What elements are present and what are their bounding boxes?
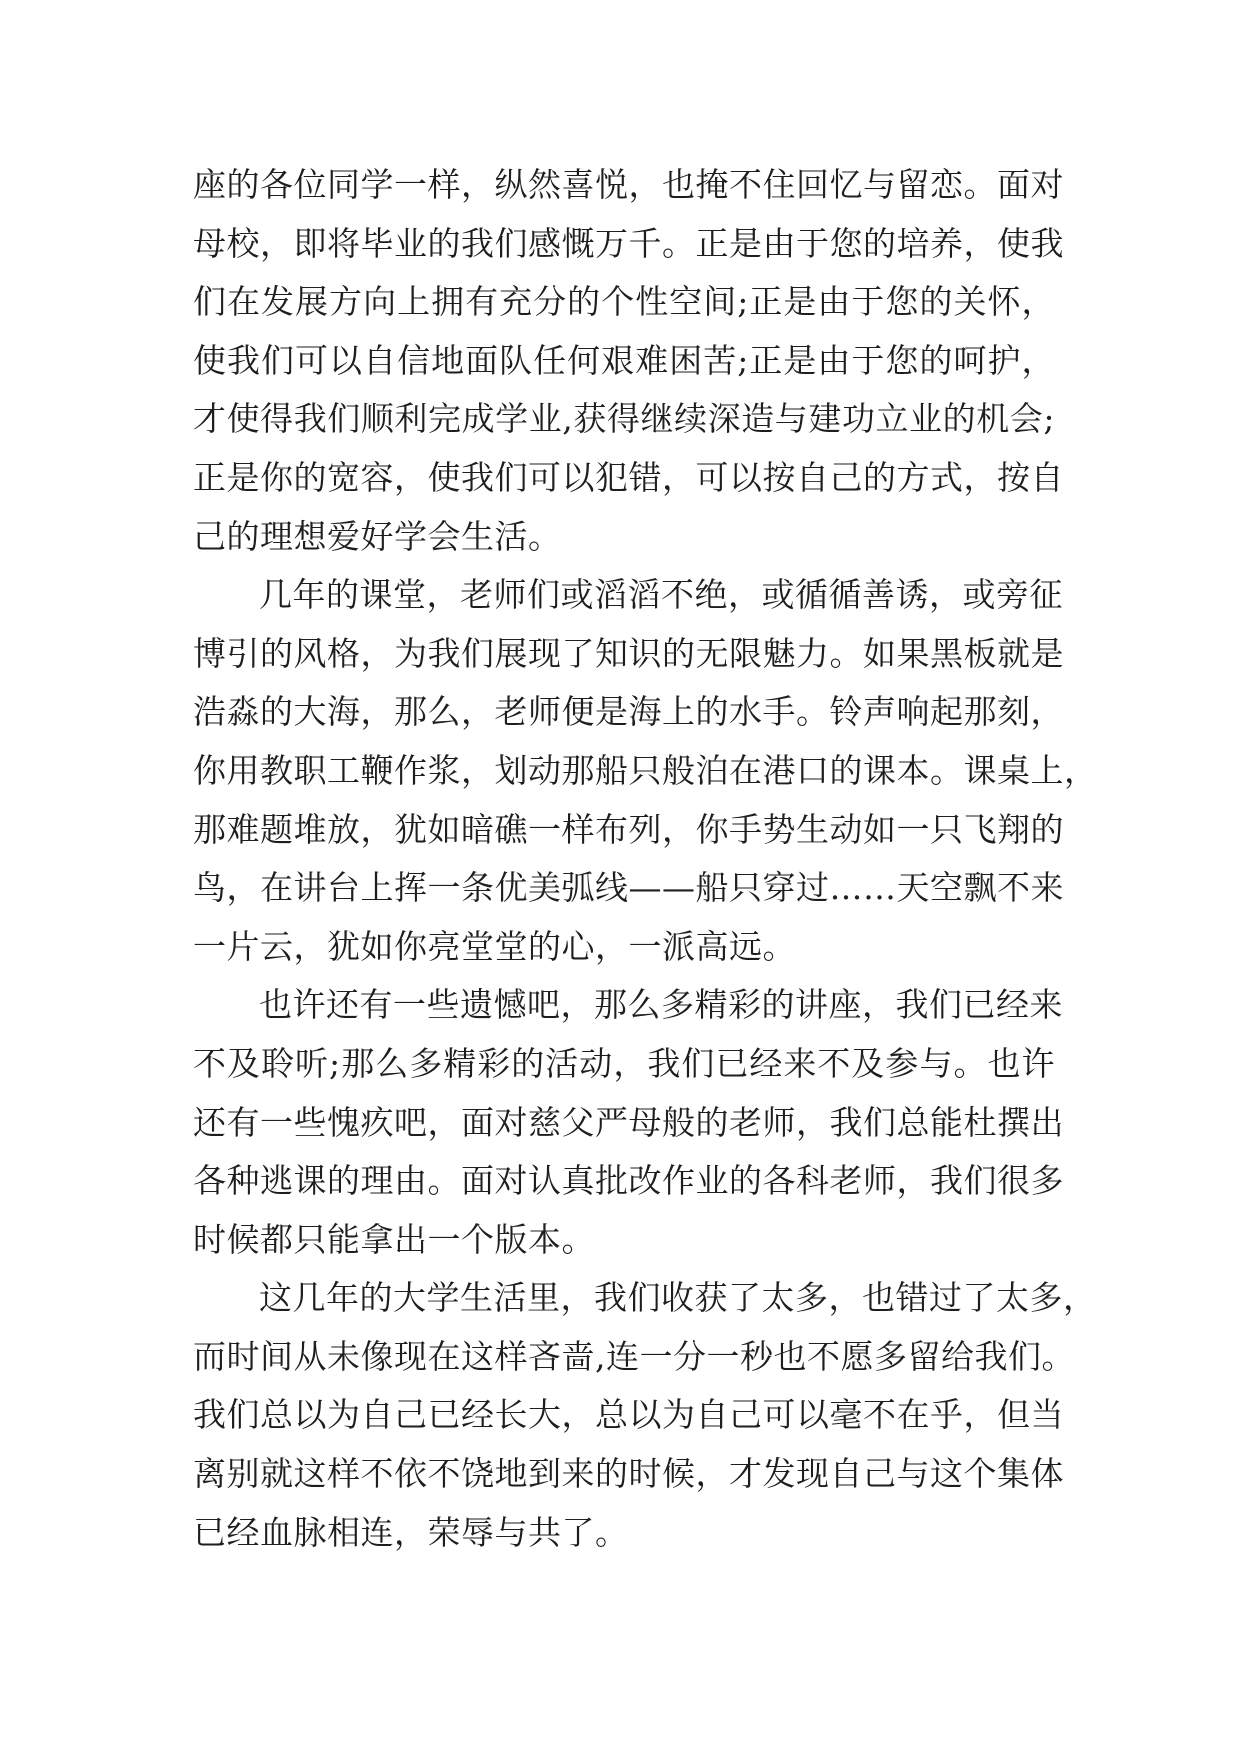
text-line: 正是你的宽容，使我们可以犯错，可以按自己的方式，按自	[193, 457, 1064, 497]
paragraph	[193, 566, 1098, 976]
text-line: 己的理想爱好学会生活。	[193, 516, 562, 556]
paragraph	[193, 1269, 1097, 1562]
text-line: 使我们可以自信地面队任何艰难困苦;正是由于您的呵护，	[193, 340, 1055, 380]
text-line: 这几年的大学生活里，我们收获了太多，也错过了太多，	[259, 1278, 1097, 1318]
paragraph	[193, 976, 1064, 1269]
text-line: 时候都只能拿出一个版本。	[193, 1219, 595, 1259]
text-line: 已经血脉相连，荣辱与共了。	[193, 1512, 629, 1552]
text-line: 不及聆听;那么多精彩的活动，我们已经来不及参与。也许	[193, 1043, 1055, 1083]
text-line: 各种逃课的理由。面对认真批改作业的各科老师，我们很多	[193, 1161, 1064, 1201]
text-line: 你用教职工鞭作浆，划动那船只般泊在港口的课本。课桌上，	[193, 750, 1098, 790]
text-line: 也许还有一些遗憾吧，那么多精彩的讲座，我们已经来	[259, 985, 1063, 1025]
text-line: 离别就这样不依不饶地到来的时候，才发现自己与这个集体	[193, 1454, 1064, 1494]
text-line: 鸟，在讲台上挥一条优美弧线——船只穿过……天空飘不来	[193, 868, 1064, 908]
paragraph	[193, 156, 1064, 566]
text-line: 还有一些愧疚吧，面对慈父严母般的老师，我们总能杜撰出	[193, 1102, 1064, 1142]
document-body	[193, 156, 1098, 1562]
text-line: 才使得我们顺利完成学业,获得继续深造与建功立业的机会;	[193, 399, 1055, 439]
text-line: 们在发展方向上拥有充分的个性空间;正是由于您的关怀，	[193, 282, 1055, 322]
text-line: 座的各位同学一样，纵然喜悦，也掩不住回忆与留恋。面对	[193, 165, 1064, 204]
text-line: 我们总以为自己已经长大，总以为自己可以毫不在乎，但当	[193, 1395, 1064, 1435]
text-line: 而时间从未像现在这样吝啬,连一分一秒也不愿多留给我们。	[193, 1336, 1075, 1376]
text-line: 那难题堆放，犹如暗礁一样布列，你手势生动如一只飞翔的	[193, 809, 1064, 849]
text-line: 一片云，犹如你亮堂堂的心，一派高远。	[193, 926, 796, 966]
text-line: 母校，即将毕业的我们感慨万千。正是由于您的培养，使我	[193, 223, 1064, 263]
text-line: 浩淼的大海，那么，老师便是海上的水手。铃声响起那刻，	[193, 692, 1064, 732]
text-line: 博引的风格，为我们展现了知识的无限魅力。如果黑板就是	[193, 633, 1064, 673]
text-line: 几年的课堂，老师们或滔滔不绝，或循循善诱，或旁征	[259, 575, 1063, 615]
